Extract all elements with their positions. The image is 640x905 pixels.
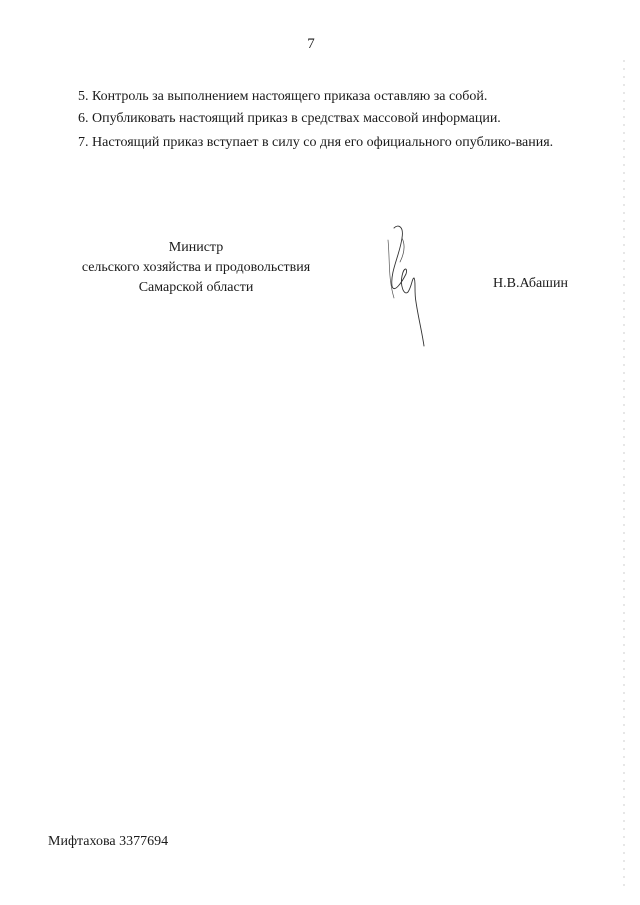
signer-position-line-1: Министр: [168, 240, 224, 255]
executor-contact: Мифтахова 3377694: [48, 834, 169, 849]
signer-position-line-2: сельского хозяйства и продовольствия: [81, 260, 311, 275]
signer-name: Н.В.Абашин: [493, 276, 568, 291]
handwritten-signature-icon: [378, 220, 438, 350]
page-number: 7: [307, 36, 315, 52]
signer-position: [36, 238, 356, 298]
paragraph-item-7: 7. Настоящий приказ вступает в силу со дня его официального опублико-вания.: [78, 135, 554, 150]
signer-position-line-3: Самарской области: [138, 280, 254, 295]
paragraph-item-5: 5. Контроль за выполнением настоящего приказа оставляю за собой.: [78, 89, 488, 104]
scan-edge-artifact: [622, 60, 626, 890]
paragraph-item-6: 6. Опубликовать настоящий приказ в средствах массовой информации.: [78, 111, 501, 126]
